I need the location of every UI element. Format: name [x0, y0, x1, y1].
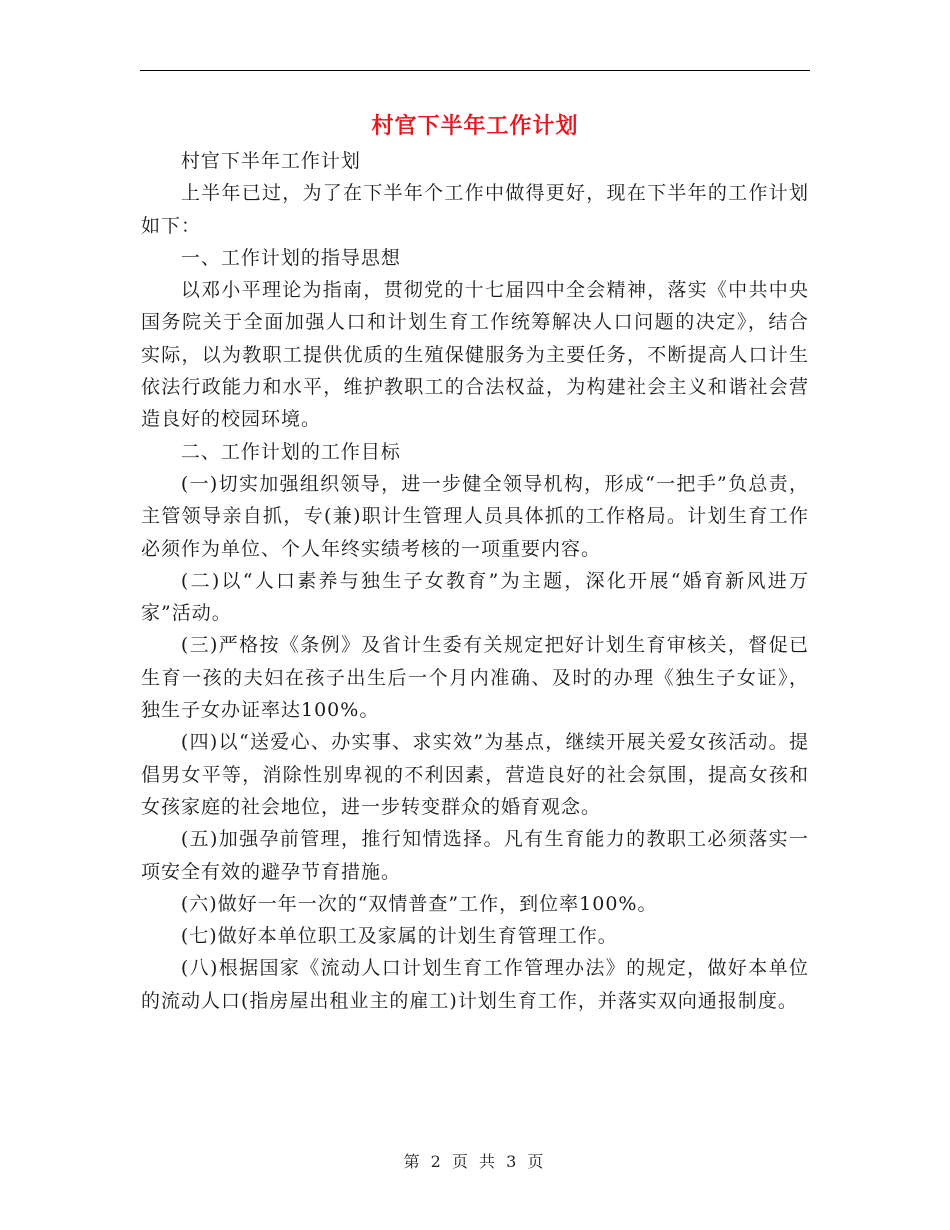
goal-item-2: (二)以“人口素养与独生子女教育”为主题，深化开展“婚育新风进万家”活动。 [141, 569, 809, 625]
goal-item-7: (七)做好本单位职工及家属的计划生育管理工作。 [180, 925, 618, 948]
goal-item-1: (一)切实加强组织领导，进一步健全领导机构，形成“一把手”负总责，主管领导亲自抓，专(兼)职计生管理人员具体抓的工作格局。计划生育工作必须作为单位、个人年终实绩考核的一项重要内容。 [141, 472, 809, 560]
document-body [141, 145, 809, 1017]
paragraph-intro: 上半年已过，为了在下半年个工作中做得更好，现在下半年的工作计划如下： [141, 182, 809, 237]
header-rule [140, 70, 810, 71]
document-title: 村官下半年工作计划 [371, 113, 579, 139]
goal-item-6: (六)做好一年一次的“双情普查”工作，到位率100%。 [180, 892, 658, 915]
goal-item-4: (四)以“送爱心、办实事、求实效”为基点，继续开展关爱女孩活动。提倡男女平等，消除性别卑视的不利因素，营造良好的社会氛围，提高女孩和女孩家庭的社会地位，进一步转变群众的婚育观念。 [141, 731, 809, 818]
paragraph-subtitle: 村官下半年工作计划 [180, 150, 361, 172]
goal-item-3: (三)严格按《条例》及省计生委有关规定把好计划生育审核关，督促已生育一孩的夫妇在孩子出生后一个月内准确、及时的办理《独生子女证》，独生子女办证率达100%。 [141, 634, 809, 722]
paragraph-guiding-thought: 以邓小平理论为指南，贯彻党的十七届四中全会精神，落实《中共中央国务院关于全面加强人口和计划生育工作统筹解决人口问题的决定》，结合实际，以为教职工提供优质的生殖保健服务为主要任务，不断提高人口计生依法行政能力和水平，维护教职工的合法权益，为构建社会主义和谐社会营造良好的校园环境。 [141, 279, 809, 431]
section-heading-1: 一、工作计划的指导思想 [180, 246, 401, 269]
section-heading-2: 二、工作计划的工作目标 [180, 440, 401, 463]
page-number-footer: 第 2 页 共 3 页 [403, 1152, 547, 1171]
goal-item-8: (八)根据国家《流动人口计划生育工作管理办法》的规定，做好本单位的流动人口(指房屋出租业主的雇工)计划生育工作，并落实双向通报制度。 [141, 957, 809, 1012]
goal-item-5: (五)加强孕前管理，推行知情选择。凡有生育能力的教职工必须落实一项安全有效的避孕节育措施。 [141, 828, 809, 883]
